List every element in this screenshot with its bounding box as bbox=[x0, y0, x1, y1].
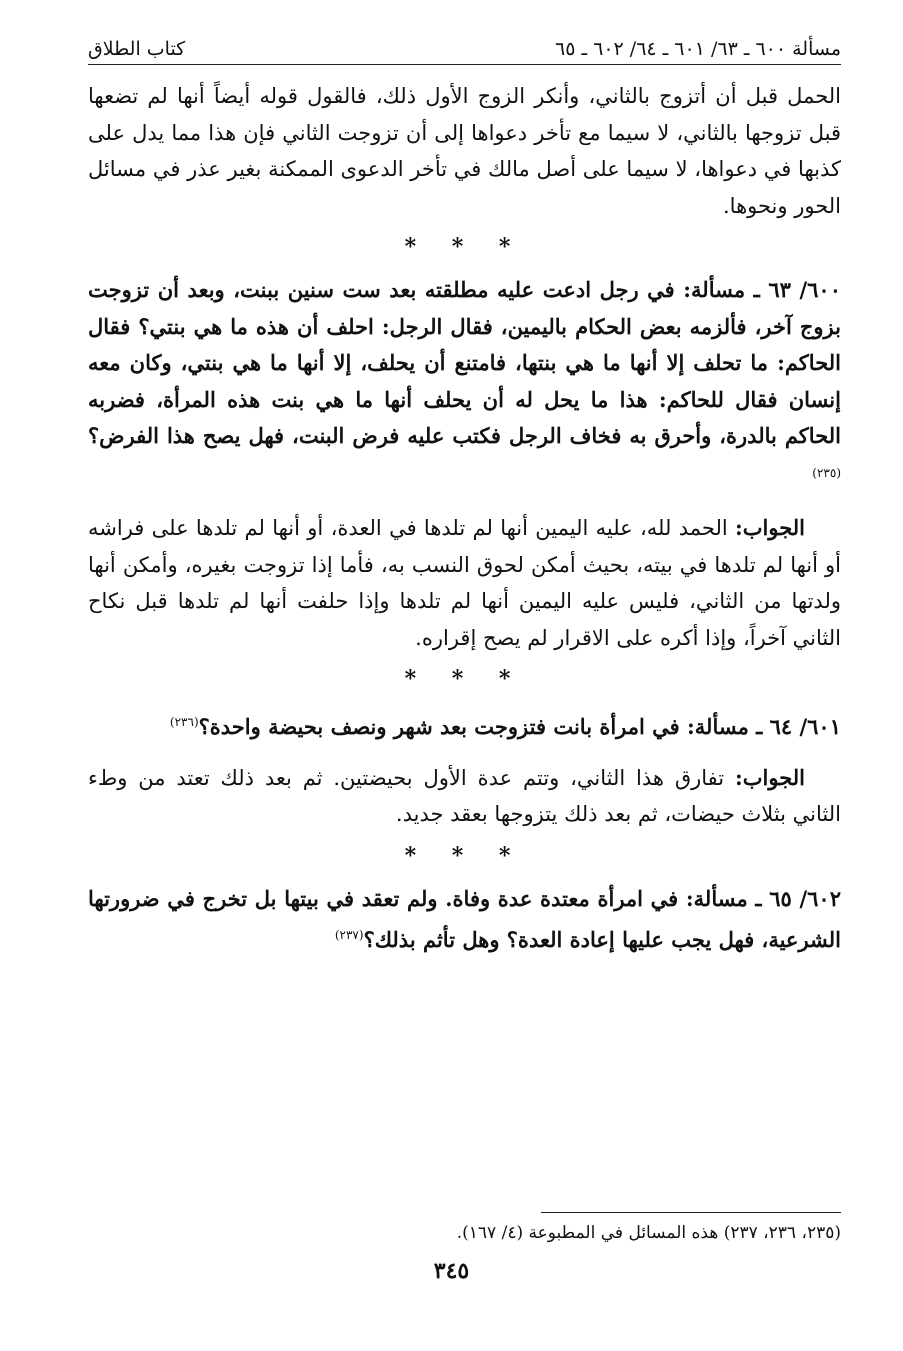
question-text: في امرأة بانت فتزوجت بعد شهر ونصف بحيضة واحدة؟ bbox=[198, 714, 688, 739]
answer-text: تفارق هذا الثاني، وتتم عدة الأول بحيضتين. ثم بعد ذلك تعتد من وطء الثاني بثلاث حيضات، ثم بعد ذلك يتزوجها بعقد جديد. bbox=[88, 765, 841, 826]
header-book-title: كتاب الطلاق bbox=[88, 38, 186, 60]
footnote: (٢٣٥، ٢٣٦، ٢٣٧) هذه المسائل في المطبوعة (٤/ ١٦٧). bbox=[456, 1223, 841, 1243]
page-number: ٣٤٥ bbox=[433, 1258, 470, 1284]
answer-label: الجواب: bbox=[735, 764, 805, 790]
issue-question bbox=[88, 272, 841, 496]
section-separator: * * * bbox=[404, 234, 525, 260]
footnote-divider bbox=[541, 1212, 841, 1213]
footnote-ref: (٢٣٥) bbox=[812, 465, 841, 480]
section-separator: * * * bbox=[404, 842, 525, 869]
section-separator: * * * bbox=[404, 666, 525, 692]
page-body bbox=[88, 78, 841, 959]
footnote-ref: (٢٣٦) bbox=[169, 715, 199, 729]
intro-paragraph: الحمل قبل أن أتزوج بالثاني، وأنكر الزوج الأول ذلك، فالقول قوله أيضاً أنها لم تضعها قبل تزوجها بالثاني، لا سيما مع تأخر دعواها إلى أن تزوجت الثاني فإن هذا مما يدل على كذبها في دعواها، لا سيما على أصل مالك في تأخر الدعوى الممكنة بغير عذر في مسائل الحور ونحوها. bbox=[88, 84, 841, 218]
issue-question bbox=[88, 881, 841, 959]
issue-number: ٦٠٠/ ٦٣ ـ مسألة: bbox=[683, 277, 841, 302]
answer-text: الحمد لله، عليه اليمين أنها لم تلدها في العدة، أو أنها لم تلدها على فراشه أو أنها لم تلدها في بيته، بحيث أمكن لحوق النسب به، فأما إذا تزوجت بغيره، وأمكن أنها ولدتها من الثاني، فليس عليه اليمين أنها لم تلدها وإذا حلفت أنها لم تلدها قبل نكاح الثاني آخراً، وإذا أكره على الاقرار لم يصح إقراره. bbox=[88, 516, 841, 650]
issue-number: ٦٠١/ ٦٤ ـ مسألة: bbox=[687, 714, 841, 739]
question-text: في امرأة معتدة عدة وفاة. ولم تعقد في بيتها بل تخرج في ضرورتها الشرعية، فهل يجب عليها إعادة العدة؟ وهل تأثم بذلك؟ bbox=[88, 885, 841, 952]
question-text: في رجل ادعت عليه مطلقته بعد ست سنين ببنت، وبعد أن تزوجت بزوج آخر، فألزمه بعض الحكام باليمين، فقال الرجل: احلف أن هذه ما هي بنتي؟ فقال الحاكم: ما تحلف إلا أنها ما هي بنتها، فامتنع أن يحلف، إلا أنها ما هي بنتي، وكان معه إنسان فقال للحاكم: هذا ما يحل له أن يحلف أنها ما هي بنت هذه المرأة، فضربه الحاكم بالدرة، وأحرق به فخاف الرجل فكتب عليه فرض البنت، فهل يصح هذا الفرض؟ bbox=[88, 277, 841, 448]
answer-label: الجواب: bbox=[735, 515, 805, 540]
issue-answer bbox=[88, 760, 841, 833]
footnote-ref: (٢٣٧) bbox=[334, 928, 364, 942]
issue-question bbox=[88, 704, 841, 746]
issue-answer bbox=[88, 510, 841, 656]
header-issue-range: مسألة ٦٠٠ ـ ٦٣/ ٦٠١ ـ ٦٤/ ٦٠٢ ـ ٦٥ bbox=[555, 38, 841, 60]
running-header bbox=[88, 20, 841, 65]
issue-number: ٦٠٢/ ٦٥ ـ مسألة: bbox=[685, 885, 841, 911]
